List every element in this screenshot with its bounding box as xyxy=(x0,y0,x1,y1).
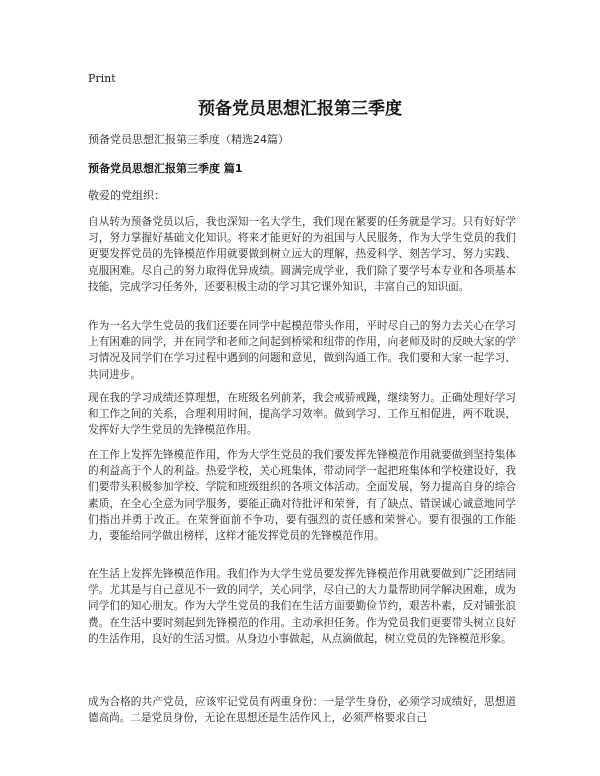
paragraph-identity: 成为合格的共产党员，应该牢记党员有两重身份：一是学生身份，必须学习成绩好，思想道德高尚。二是党员身份，无论在思想还是生活作风上，必须严格要求自己 xyxy=(88,696,516,725)
greeting: 敬爱的党组织： xyxy=(88,189,165,202)
paragraph-work: 在工作上发挥先锋模范作用，作为大学生党员的我们要发挥先锋模范作用就要做到坚持集体的利益高于个人的利益。热爱学校，关心班集体，带动同学一起把班集体和学校建设好，我们要带头积极参加学校、学院和班级组织的各项文体活动。全面发展，努力提高自身的综合素质，在全心全意为同学服务，要能正确对待批评和荣誉，有了缺点、错误诚心诚意地同学们指出并勇于改正。在荣誉面前不争功，要有强烈的责任感和荣誉心。要有很强的工作能力，要能给同学做出榜样，这样才能发挥党员的先锋模范作用。 xyxy=(88,449,516,543)
print-link[interactable]: Print xyxy=(88,72,116,85)
paragraph-grades: 现在我的学习成绩还算理想，在班级名列前茅，我会戒骄戒躁，继续努力。正确处理好学习和工作之间的关系，合理利用时间，提高学习效率。做到学习、工作互相促进，两不耽误，发挥好大学生党员的先锋模范作用。 xyxy=(88,392,516,437)
document-title: 预备党员思想汇报第三季度 xyxy=(198,99,402,119)
paragraph-study: 自从转为预备党员以后，我也深知一名大学生，我们现在紧要的任务就是学习。只有好好学习，努力掌握好基础文化知识。将来才能更好的为祖国与人民服务，作为大学生党员的我们更要发挥党员的先锋模范作用就要做到树立远大的理解，热爱科学、刻苦学习、努力实践、克服困难。尽自己的努力取得优异成绩。圆满完成学业，我们除了要学号本专业和各项基本技能，完成学习任务外，还要积极主动的学习其它课外知识，丰富自己的知识面。 xyxy=(88,216,516,293)
document-subtitle: 预备党员思想汇报第三季度（精选24篇） xyxy=(88,133,289,146)
section-heading: 预备党员思想汇报第三季度 篇1 xyxy=(88,162,243,175)
paragraph-life: 在生活上发挥先锋模范作用。我们作为大学生党员要发挥先锋模范作用就要做到广泛团结同学。尤其是与自己意见不一致的同学，关心同学，尽自己的大力量帮助同学解决困难，成为同学们的知心朋友。作为大学生党员的我们在生活方面要勤俭节约，艰苦朴素，反对铺张浪费。在生活中要时刻起到先锋模范的作用。主动承担任务。作为党员我们更要带头树立良好的生活作用，良好的生活习惯。从身边小事做起，从点滴做起，树立党员的先锋模范形象。 xyxy=(88,568,516,645)
paragraph-leadership: 作为一名大学生党员的我们还要在同学中起模范带头作用，平时尽自己的努力去关心在学习上有困难的同学，并在同学和老师之间起到桥梁和纽带的作用，向老师及时的反映大家的学习情况及同学们在学习过程中遇到的问题和意见，做到沟通工作。我们要和大家一起学习、共同进步。 xyxy=(88,320,516,381)
